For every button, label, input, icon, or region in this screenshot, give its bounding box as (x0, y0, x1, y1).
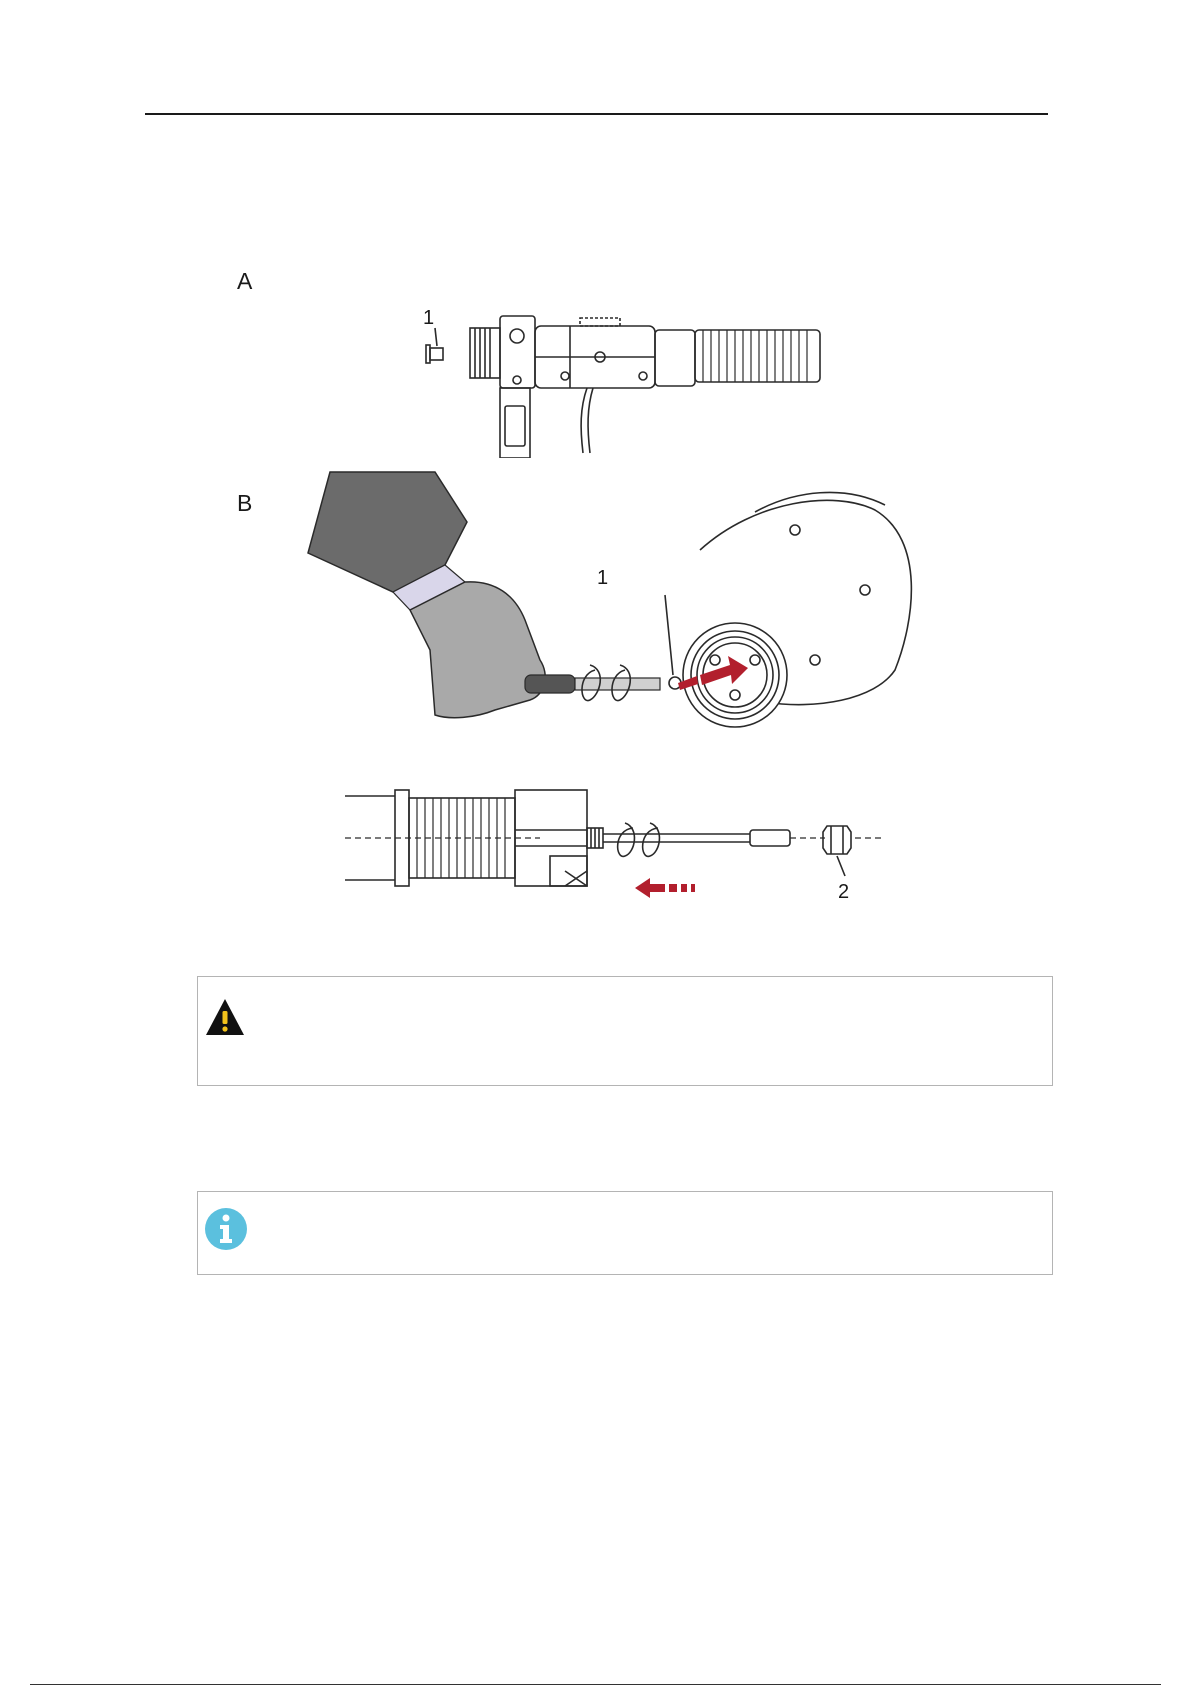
figure-b-letter: B (237, 490, 253, 516)
figure-a-drawing (195, 248, 1030, 458)
header-rule (145, 113, 1048, 115)
warning-box (197, 976, 1053, 1086)
figure-b-callout: 1 (597, 567, 609, 589)
screw-part (430, 348, 443, 360)
warning-triangle-icon (204, 997, 246, 1037)
figure-c-drawing (195, 768, 1030, 918)
figure-b (195, 470, 1030, 732)
figure-a-callout: 1 (423, 307, 435, 329)
figure-c (195, 768, 1030, 918)
figure-c-callout: 2 (838, 881, 850, 903)
figure-b-drawing (195, 470, 1030, 732)
glove-shape (410, 582, 545, 718)
figure-a-letter: A (237, 268, 253, 294)
info-circle-icon (204, 1207, 248, 1251)
info-box (197, 1191, 1053, 1275)
push-arrow (635, 878, 695, 898)
figure-a (195, 248, 1030, 458)
